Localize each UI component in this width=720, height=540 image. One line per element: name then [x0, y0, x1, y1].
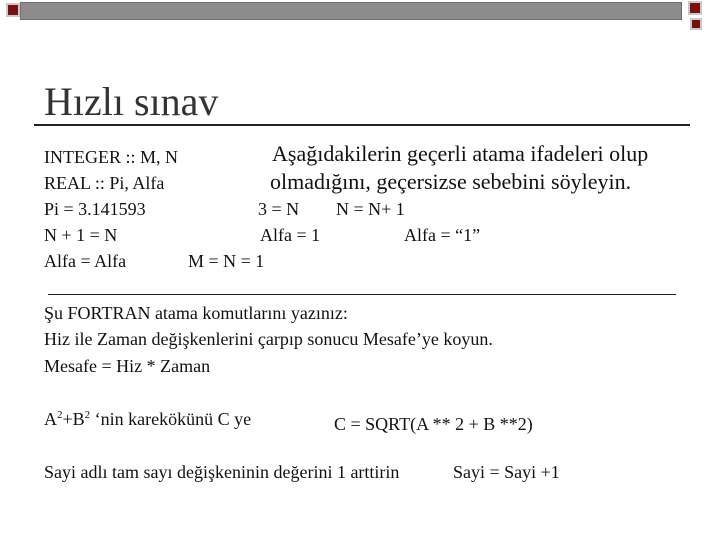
task2-plus-b: +B — [62, 409, 85, 429]
declaration-real: REAL :: Pi, Alfa — [44, 173, 165, 193]
expr-n-equals-n-plus-1: N = N+ 1 — [336, 199, 405, 219]
fortran-answer-2: C = SQRT(A ** 2 + B **2) — [334, 414, 533, 434]
expr-alfa-equals-1: Alfa = 1 — [260, 225, 321, 245]
fortran-answer-3: Sayi = Sayi +1 — [453, 462, 560, 482]
top-left-square-icon — [6, 3, 20, 17]
top-right-square-icon — [688, 1, 702, 15]
statement-n-plus-one: N + 1 = N — [44, 225, 118, 245]
task2-exponent-b: 2 — [84, 409, 91, 421]
expr-alfa-equals-string-1: Alfa = “1” — [404, 225, 481, 245]
top-decoration-bar — [0, 0, 720, 24]
expr-3-equals-n: 3 = N — [258, 199, 300, 219]
top-gray-band — [20, 2, 682, 20]
title-underline — [34, 124, 690, 126]
top-right-small-square-icon — [690, 18, 702, 30]
fortran-task-2 — [44, 408, 251, 430]
section-separator — [48, 294, 676, 295]
declaration-integer: INTEGER :: M, N — [44, 147, 178, 167]
task2-suffix: ‘nin karekökünü C ye — [90, 409, 252, 429]
expr-m-equals-n-equals-1: M = N = 1 — [188, 251, 265, 271]
fortran-answer-1: Mesafe = Hiz * Zaman — [44, 356, 211, 376]
statement-pi: Pi = 3.141593 — [44, 199, 146, 219]
task2-exponent-a: 2 — [57, 409, 63, 421]
fortran-heading: Şu FORTRAN atama komutlarını yazınız: — [44, 303, 348, 323]
instruction-line-1: Aşağıdakilerin geçerli atama ifadeleri olup — [272, 141, 649, 166]
task2-a: A — [44, 409, 57, 429]
instruction-line-2: olmadığını, geçersizse sebebini söyleyin. — [270, 169, 632, 194]
slide-title: Hızlı sınav — [44, 79, 219, 124]
fortran-task-1: Hiz ile Zaman değişkenlerini çarpıp sonucu Mesafe’ye koyun. — [44, 329, 493, 349]
fortran-task-3: Sayi adlı tam sayı değişkeninin değerini 1 arttirin — [44, 462, 400, 482]
statement-alfa-alfa: Alfa = Alfa — [44, 251, 127, 271]
